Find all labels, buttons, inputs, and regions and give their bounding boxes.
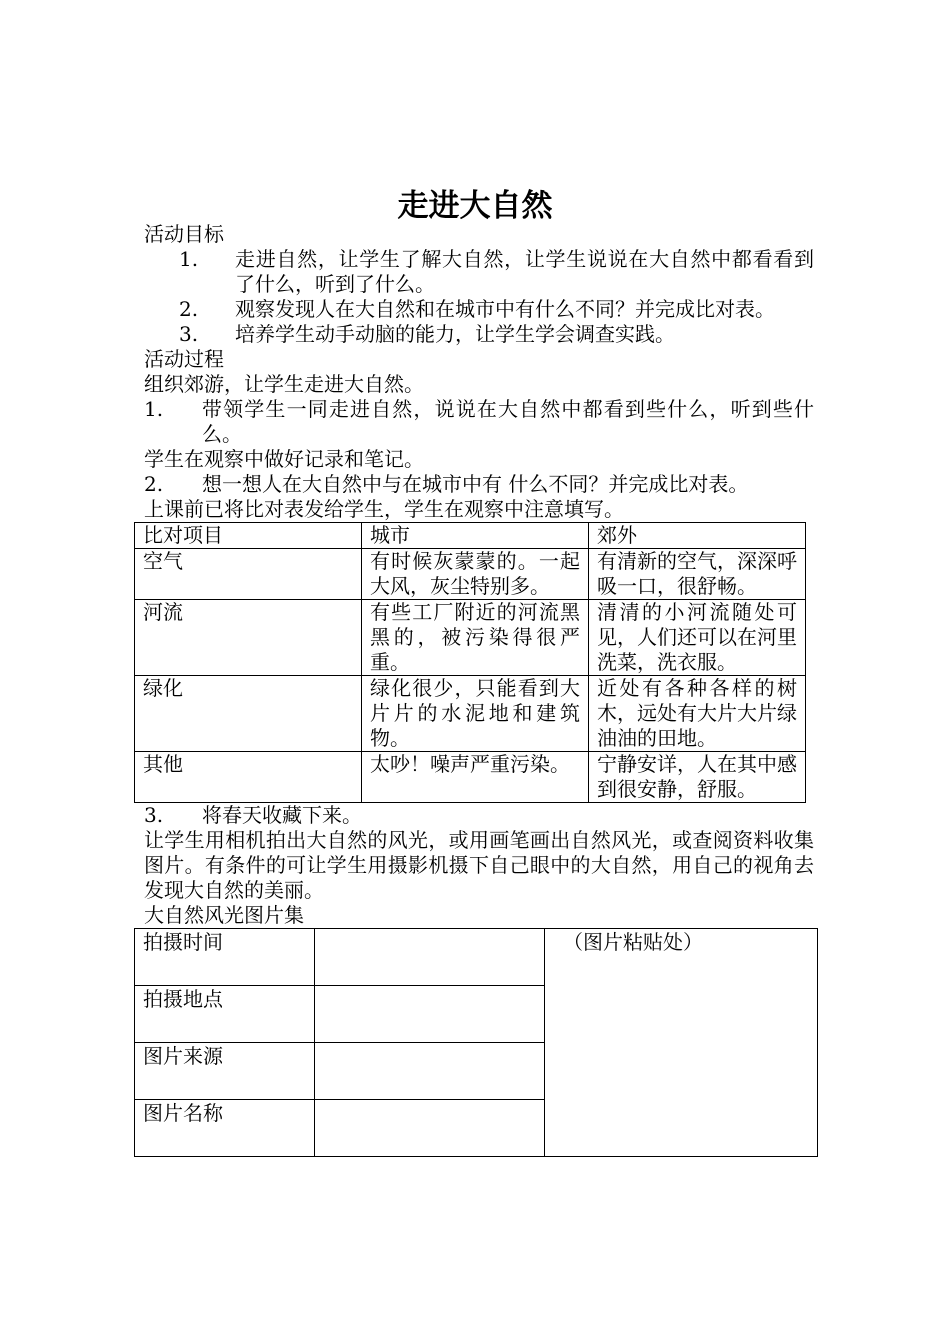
step-number: 3. [144, 803, 164, 827]
step-note: 上课前已将比对表发给学生，学生在观察中注意填写。 [144, 497, 624, 521]
document-body [144, 222, 814, 1157]
gallery-label-cell: 拍摄时间 [135, 929, 315, 986]
gallery-input-cell[interactable] [315, 929, 545, 986]
table-header-cell: 郊外 [589, 523, 806, 549]
table-row [135, 600, 806, 676]
table-cell: 河流 [135, 600, 362, 676]
photo-paste-area[interactable]: （图片粘贴处） [545, 929, 818, 1157]
table-cell: 空气 [135, 549, 362, 600]
table-cell: 有时候灰蒙蒙的。一起大风，灰尘特别多。 [362, 549, 589, 600]
step-note: 学生在观察中做好记录和笔记。 [144, 447, 424, 471]
process-heading: 活动过程 [144, 347, 224, 371]
table-row [135, 752, 806, 803]
table-header-cell: 城市 [362, 523, 589, 549]
goal-number: 3. [179, 322, 199, 346]
table-cell: 有些工厂附近的河流黑黑的，被污染得很严重。 [362, 600, 589, 676]
goal-item [144, 322, 814, 347]
table-cell: 近处有各种各样的树木，远处有大片大片绿油油的田地。 [589, 676, 806, 752]
gallery-heading: 大自然风光图片集 [144, 903, 304, 927]
goal-number: 1. [179, 247, 199, 271]
goal-text: 培养学生动手动脑的能力，让学生学会调查实践。 [235, 322, 675, 346]
step-item [144, 397, 814, 447]
table-cell: 绿化 [135, 676, 362, 752]
step-number: 2. [144, 472, 164, 496]
table-row [135, 676, 806, 752]
intro-text: 组织郊游，让学生走进大自然。 [144, 372, 424, 396]
photo-gallery-table [134, 928, 818, 1157]
goal-text: 观察发现人在大自然和在城市中有什么不同？并完成比对表。 [235, 297, 775, 321]
table-cell: 其他 [135, 752, 362, 803]
table-cell: 宁静安详，人在其中感到很安静，舒服。 [589, 752, 806, 803]
gallery-label-cell: 图片来源 [135, 1043, 315, 1100]
table-cell: 绿化很少，只能看到大片片的水泥地和建筑物。 [362, 676, 589, 752]
page-title: 走进大自然 [397, 188, 553, 224]
table-cell: 有清新的空气，深深呼吸一口，很舒畅。 [589, 549, 806, 600]
goal-number: 2. [179, 297, 199, 321]
step-item [144, 472, 814, 497]
goal-item [144, 297, 814, 322]
step-text: 将春天收藏下来。 [202, 803, 362, 827]
goals-heading: 活动目标 [144, 222, 224, 246]
step-note: 让学生用相机拍出大自然的风光，或用画笔画出自然风光，或查阅资料收集图片。有条件的可让学生用摄影机摄下自己眼中的大自然，用自己的视角去发现大自然的美丽。 [144, 828, 814, 902]
gallery-input-cell[interactable] [315, 1043, 545, 1100]
step-item [144, 803, 814, 828]
table-row [135, 549, 806, 600]
goal-text: 走进自然，让学生了解大自然，让学生说说在大自然中都看看到了什么，听到了什么。 [235, 247, 814, 296]
table-cell: 太吵！噪声严重污染。 [362, 752, 589, 803]
table-header-row [135, 523, 806, 549]
goal-item [144, 247, 814, 297]
gallery-input-cell[interactable] [315, 986, 545, 1043]
gallery-input-cell[interactable] [315, 1100, 545, 1157]
step-number: 1. [144, 397, 164, 421]
step-text: 带领学生一同走进自然，说说在大自然中都看到些什么，听到些什么。 [202, 397, 814, 446]
table-header-cell: 比对项目 [135, 523, 362, 549]
gallery-label-cell: 图片名称 [135, 1100, 315, 1157]
comparison-table [134, 522, 806, 803]
gallery-label-cell: 拍摄地点 [135, 986, 315, 1043]
table-row [135, 929, 818, 986]
table-cell: 清清的小河流随处可见，人们还可以在河里洗菜，洗衣服。 [589, 600, 806, 676]
step-text: 想一想人在大自然中与在城市中有 什么不同？并完成比对表。 [202, 472, 749, 496]
